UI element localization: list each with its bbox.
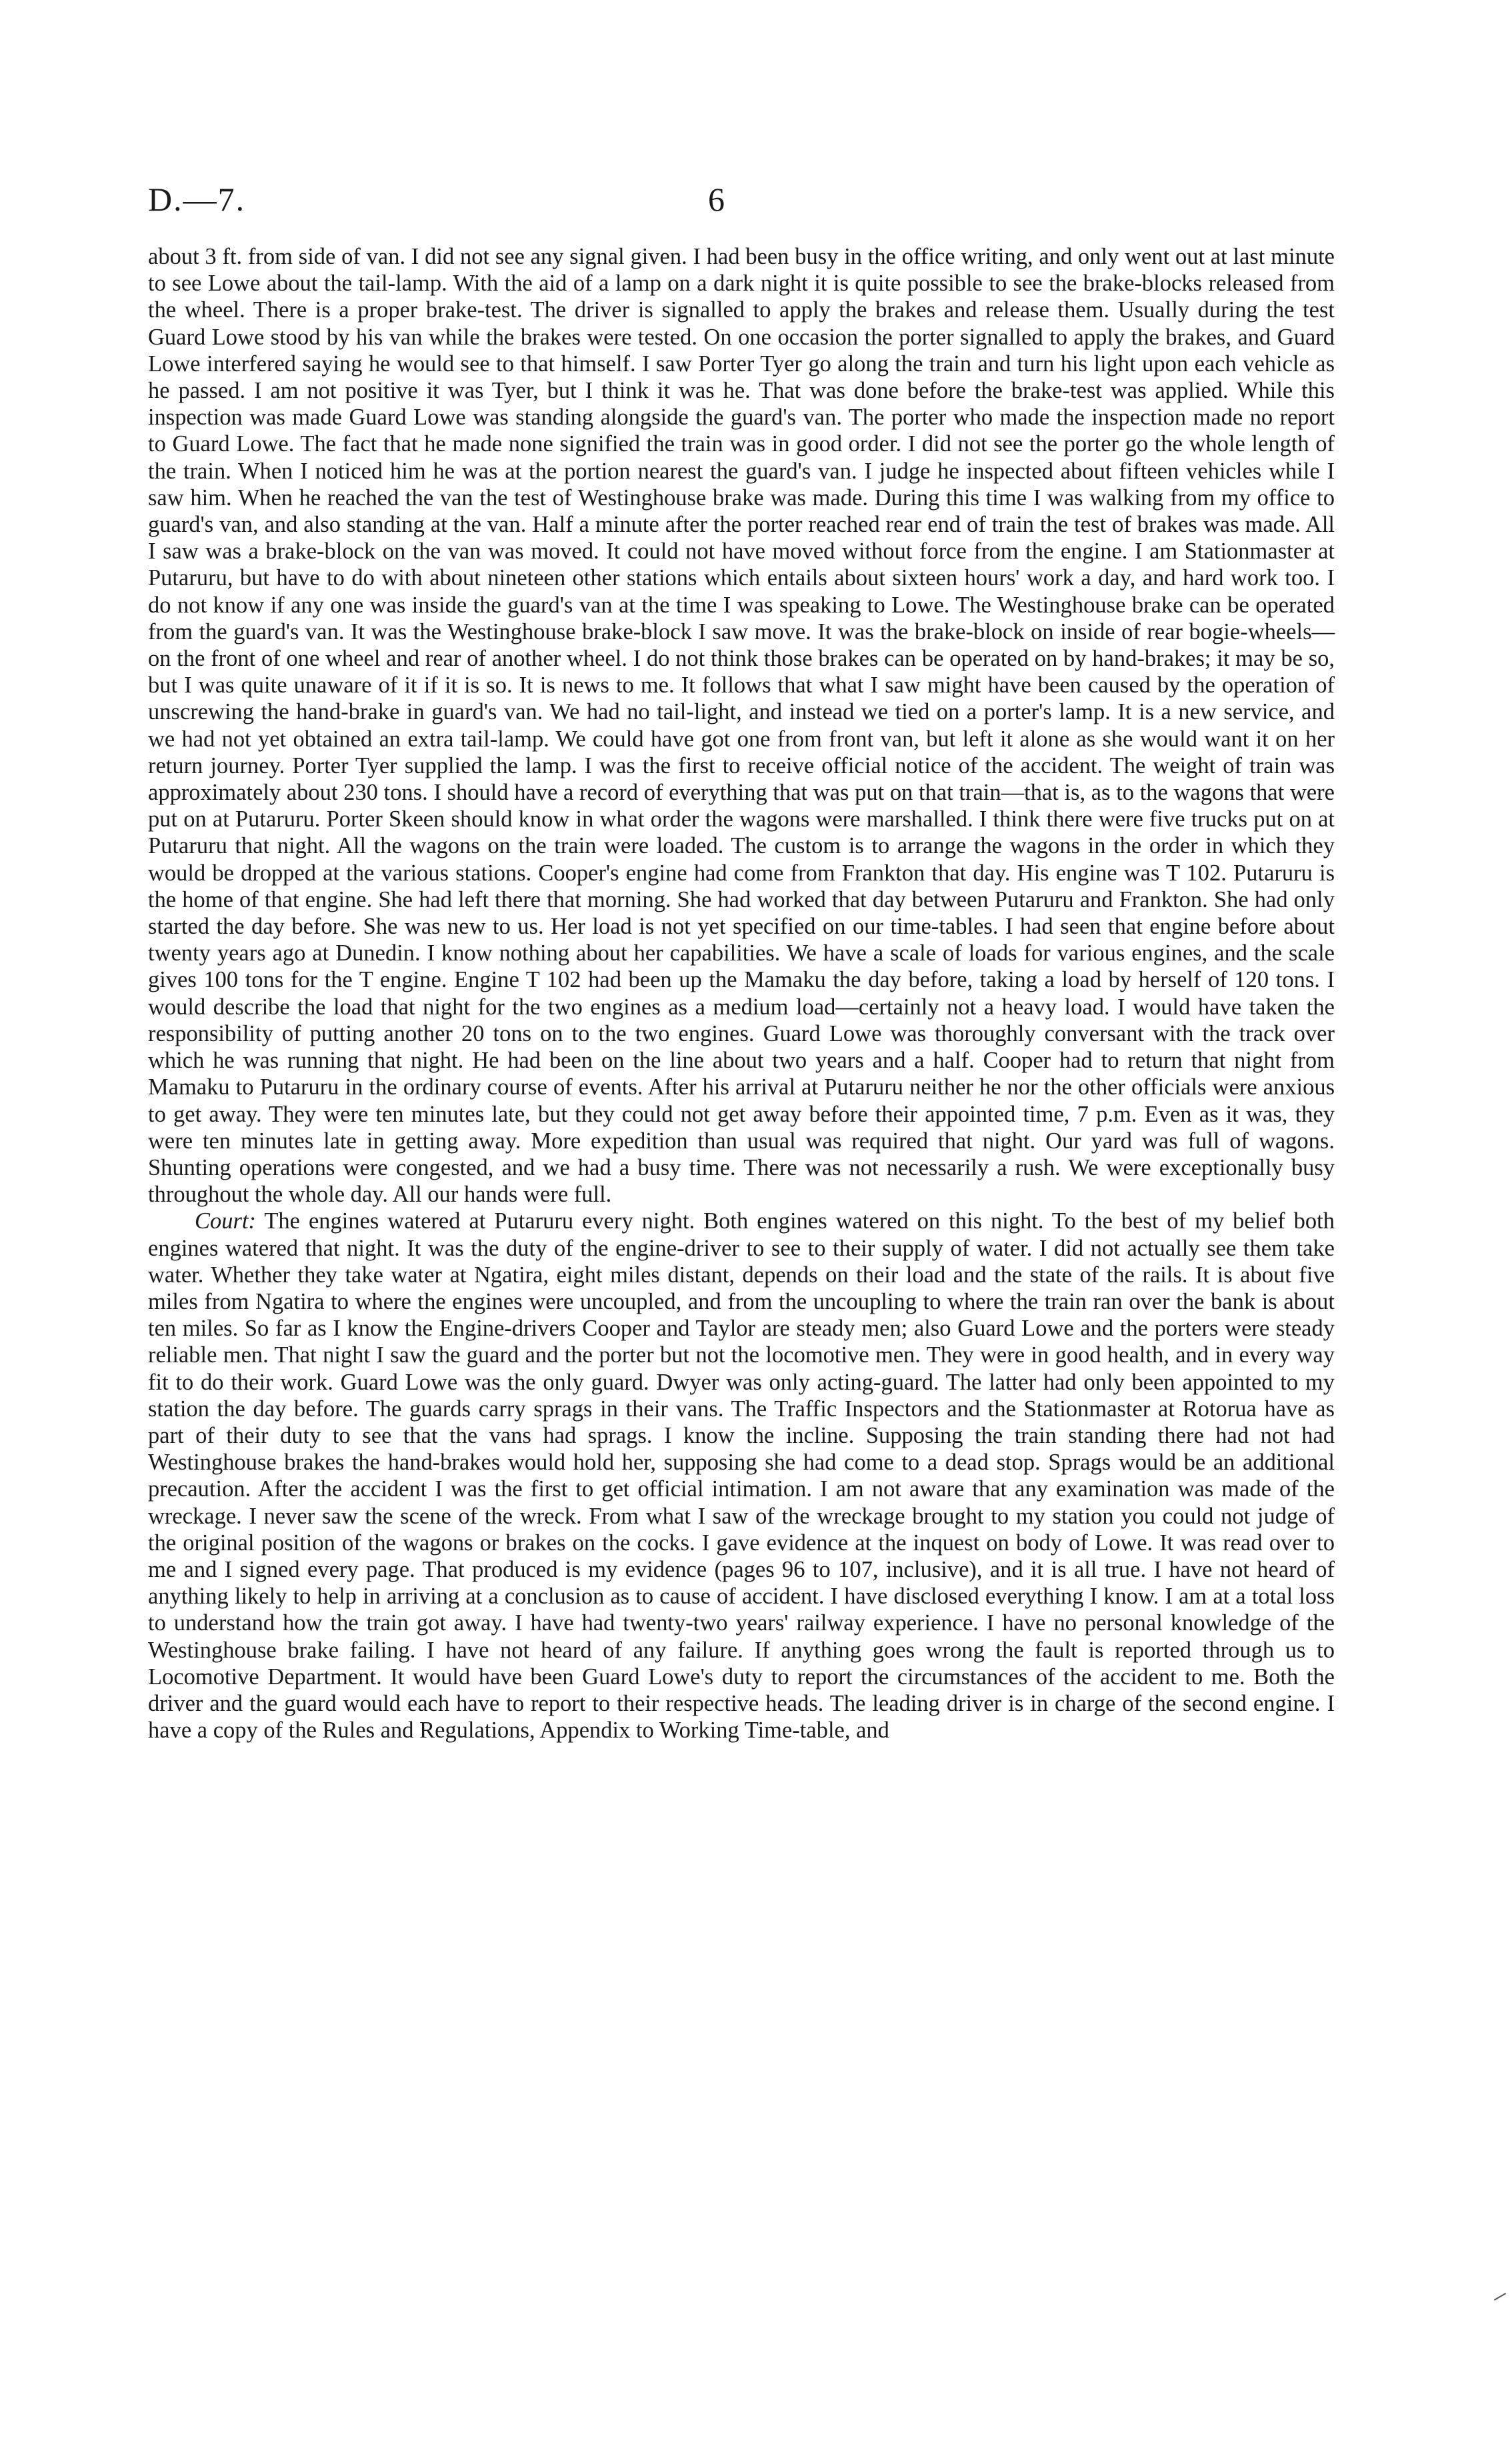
page-header bbox=[148, 180, 1335, 227]
page-number: 6 bbox=[708, 181, 725, 218]
speaker-label: Court: bbox=[195, 1208, 257, 1234]
court-paragraph bbox=[148, 1208, 1335, 1744]
evidence-paragraph bbox=[148, 243, 1335, 1208]
document-body bbox=[148, 243, 1335, 1744]
paragraph-text: The engines watered at Putaruru every night. Both engines watered on this night. To the best of my belief both engines watered that night. It was the duty of the engine-driver to see to their supply of water. I did not actually see them take water. Whether they take water at Ngatira, eight miles distant, depends on their load and the state of the rails. It is about five miles from Ngatira to where the engines were uncoupled, and from the uncoupling to where the train ran over the bank is about ten miles. So far as I know the Engine-drivers Cooper and Taylor are steady men; also Guard Lowe and the porters were steady reliable men. That night I saw the guard and the porter but not the locomotive men. They were in good health, and in every way fit to do their work. Guard Lowe was the only guard. Dwyer was only acting-guard. The latter had only been appointed to my station the day before. The guards carry sprags in their vans. The Traffic Inspectors and the Stationmaster at Rotorua have as part of their duty to see that the vans had sprags. I know the incline. Supposing the train standing there had not had Westinghouse brakes the hand-brakes would hold her, supposing she had come to a dead stop. Sprags would be an additional precaution. After the accident I was the first to get official intimation. I am not aware that any examination was made of the wreckage. I never saw the scene of the wreck. From what I saw of the wreckage brought to my station you could not judge of the original position of the wagons or brakes on the cocks. I gave evidence at the inquest on body of Lowe. It was read over to me and I signed every page. That produced is my evidence (pages 96 to 107, inclusive), and it is all true. I have not heard of anything likely to help in arriving at a conclusion as to cause of accident. I have disclosed everything I know. I am at a total loss to understand how the train got away. I have had twenty-two years' railway experience. I have no personal knowledge of the Westinghouse brake failing. I have not heard of any failure. If anything goes wrong the fault is reported through us to Locomotive Department. It would have been Guard Lowe's duty to report the circumstances of the accident to me. Both the driver and the guard would each have to report to their respective heads. The leading driver is in charge of the second engine. I have a copy of the Rules and Regulations, Appendix to Working Time-table, and bbox=[148, 1208, 1335, 1744]
paragraph-text: about 3 ft. from side of van. I did not see any signal given. I had been busy in the office writing, and only went out at last minute to see Lowe about the tail-lamp. With the aid of a lamp on a dark night it is quite possible to see the brake-blocks released from the wheel. There is a proper brake-test. The driver is signalled to apply the brakes and release them. Usually during the test Guard Lowe stood by his van while the brakes were tested. On one occasion the porter signalled to apply the brakes, and Guard Lowe interfered saying he would see to that himself. I saw Porter Tyer go along the train and turn his light upon each vehicle as he passed. I am not positive it was Tyer, but I think it was he. That was done before the brake-test was applied. While this inspection was made Guard Lowe was standing alongside the guard's van. The porter who made the inspection made no report to Guard Lowe. The fact that he made none signified the train was in good order. I did not see the porter go the whole length of the train. When I noticed him he was at the portion nearest the guard's van. I judge he inspected about fifteen vehicles while I saw him. When he reached the van the test of Westinghouse brake was made. During this time I was walking from my office to guard's van, and also standing at the van. Half a minute after the porter reached rear end of train the test of brakes was made. All I saw was a brake-block on the van was moved. It could not have moved without force from the engine. I am Stationmaster at Putaruru, but have to do with about nineteen other stations which entails about sixteen hours' work a day, and hard work too. I do not know if any one was inside the guard's van at the time I was speaking to Lowe. The Westinghouse brake can be operated from the guard's van. It was the Westinghouse brake-block I saw move. It was the brake-block on inside of rear bogie-wheels—on the front of one wheel and rear of another wheel. I do not think those brakes can be operated on by hand-brakes; it may be so, but I was quite unaware of it if it is so. It is news to me. It follows that what I saw might have been caused by the operation of unscrewing the hand-brake in guard's van. We had no tail-light, and instead we tied on a porter's lamp. It is a new service, and we had not yet obtained an extra tail-lamp. We could have got one from front van, but left it alone as she would want it on her return journey. Porter Tyer supplied the lamp. I was the first to receive official notice of the accident. The weight of train was approximately about 230 tons. I should have a record of everything that was put on that train—that is, as to the wagons that were put on at Putaruru. Porter Skeen should know in what order the wagons were marshalled. I think there were five trucks put on at Putaruru that night. All the wagons on the train were loaded. The custom is to arrange the wagons in the order in which they would be dropped at the various stations. Cooper's engine had come from Frankton that day. His engine was T 102. Putaruru is the home of that engine. She had left there that morning. She had worked that day between Putaruru and Frankton. She had only started the day before. She was new to us. Her load is not yet specified on our time-tables. I had seen that engine before about twenty years ago at Dunedin. I know nothing about her capabilities. We have a scale of loads for various engines, and the scale gives 100 tons for the T engine. Engine T 102 had been up the Mamaku the day before, taking a load by herself of 120 tons. I would describe the load that night for the two engines as a medium load—certainly not a heavy load. I would have taken the responsibility of putting another 20 tons on to the two engines. Guard Lowe was thoroughly conversant with the track over which he was running that night. He had been on the line about two years and a half. Cooper had to return that night from Mamaku to Putaruru in the ordinary course of events. After his arrival at Putaruru neither he nor the other officials were anxious to get away. They were ten minutes late, but they could not get away before their appointed time, 7 p.m. Even as it was, they were ten minutes late in getting away. More expedition than usual was required that night. Our yard was full of wagons. Shunting operations were congested, and we had a busy time. There was not necessarily a rush. We were exceptionally busy throughout the whole day. All our hands were full. bbox=[148, 244, 1335, 1208]
document-reference: D.—7. bbox=[148, 181, 246, 218]
margin-tick-mark bbox=[1494, 2293, 1506, 2301]
